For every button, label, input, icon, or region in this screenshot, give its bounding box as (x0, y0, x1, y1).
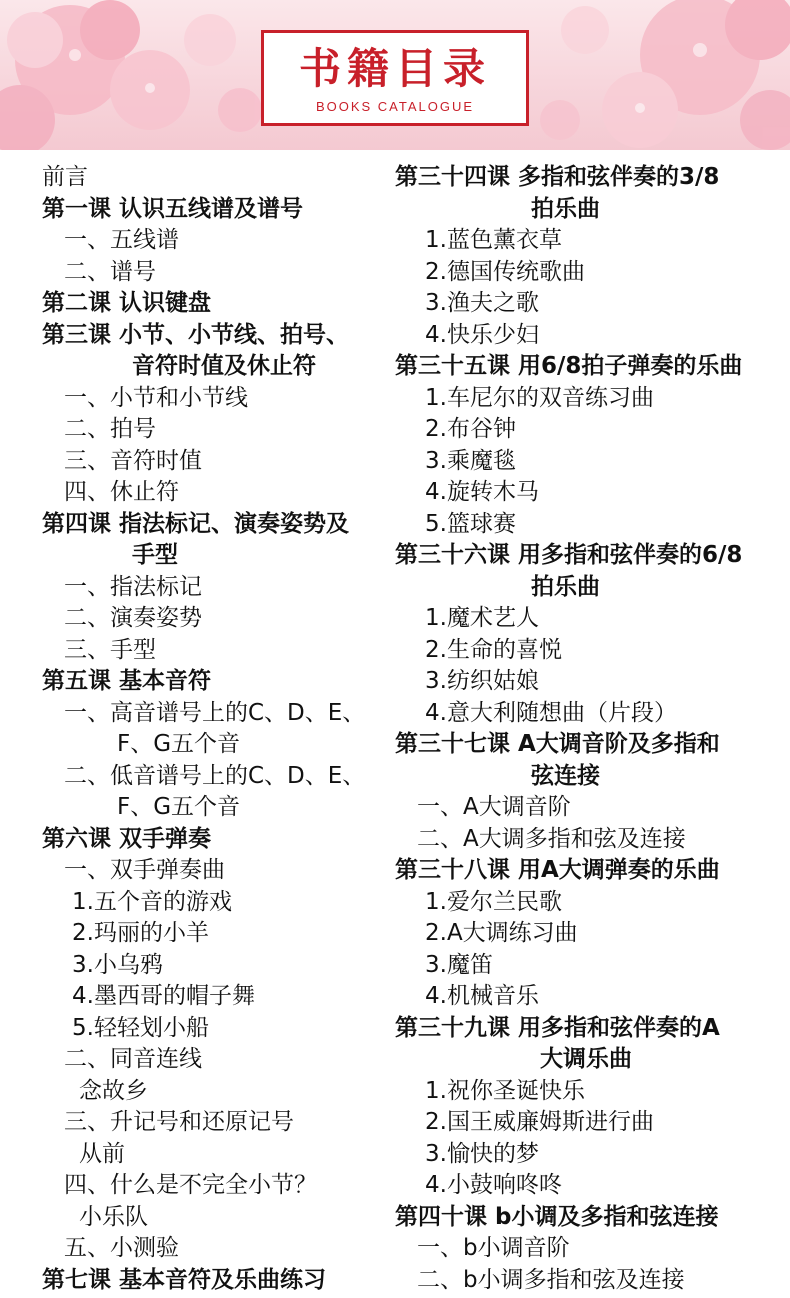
toc-entry-item: 2.布谷钟 (425, 416, 516, 442)
toc-entry-sub: 一、五线谱 (64, 227, 179, 253)
toc-entry-sub: 五、小测验 (64, 1235, 179, 1261)
toc-entry-sub: F、G五个音 (117, 731, 241, 757)
toc-entry-cont: 音符时值及休止符 (132, 353, 316, 379)
toc-entry-cont: 弦连接 (531, 762, 600, 789)
toc-entry-item: 5.轻轻划小船 (72, 1014, 209, 1041)
toc-entry-item: 1.蓝色薰衣草 (425, 227, 562, 253)
toc-entry-sub: 二、A大调多指和弦及连接 (417, 825, 686, 852)
toc-entry-sub: 二、拍号 (64, 416, 156, 442)
toc-entry-item: 3.愉快的梦 (425, 1140, 539, 1167)
toc-entry-lesson: 第三十四课 多指和弦伴奏的3/8 (395, 164, 720, 190)
toc-entry-sub: 一、指法标记 (64, 573, 202, 600)
toc-entry-sub: 四、什么是不完全小节？ (64, 1172, 317, 1198)
toc-entry-sub: 二、谱号 (64, 258, 156, 285)
toc-entry-item: 3.魔笛 (425, 951, 493, 978)
toc-entry-item: 3.渔夫之歌 (425, 290, 539, 316)
toc-entry-cont: 拍乐曲 (531, 195, 600, 222)
toc-entry-sub: 二、b小调多指和弦及连接 (417, 1266, 685, 1293)
toc-entry-item: 2.国王威廉姆斯进行曲 (425, 1109, 654, 1135)
toc-entry-item: 2.A大调练习曲 (425, 920, 578, 946)
toc-entry-item: 1.车尼尔的双音练习曲 (425, 384, 654, 411)
toc-entry-item: 1.五个音的游戏 (72, 888, 232, 915)
toc-entry-sub: 一、高音谱号上的C、D、E、 (64, 699, 366, 726)
toc-left-column (42, 162, 392, 1296)
toc-entry-lesson: 第三课 小节、小节线、拍号、 (42, 321, 350, 348)
toc-entry-item: 2.生命的喜悦 (425, 636, 562, 663)
title-frame (261, 30, 529, 126)
toc-entry-sub: 四、休止符 (64, 479, 179, 505)
toc-entry-lesson: 第三十八课 用A大调弹奏的乐曲 (395, 857, 720, 883)
toc-entry-item: 3.纺织姑娘 (425, 668, 539, 694)
toc-entry-item: 从前 (79, 1140, 125, 1167)
toc-entry-sub: 一、小节和小节线 (64, 384, 248, 411)
toc-entry-lesson: 第二课 认识键盘 (42, 290, 212, 316)
toc-entry-item: 2.玛丽的小羊 (72, 920, 209, 946)
toc-entry-item: 4.机械音乐 (425, 983, 539, 1009)
toc-entry-item: 1.祝你圣诞快乐 (425, 1077, 585, 1104)
toc-right-column (395, 162, 785, 1296)
toc-entry-lesson: 第六课 双手弹奏 (42, 825, 212, 852)
toc-entry-item: 3.小乌鸦 (72, 951, 163, 978)
toc-entry-lesson: 第三十七课 A大调音阶及多指和 (395, 731, 720, 757)
toc-entry-sub: 二、低音谱号上的C、D、E、 (64, 762, 366, 789)
toc-entry-item: 4.快乐少妇 (425, 321, 539, 348)
toc-entry-sub: 三、音符时值 (64, 447, 202, 474)
toc-entry-cont: 拍乐曲 (531, 573, 600, 600)
toc-entry-sub: 一、A大调音阶 (417, 794, 571, 820)
toc-entry-sec: 前言 (42, 164, 88, 190)
toc-entry-sub: 三、升记号和还原记号 (64, 1109, 294, 1135)
toc-entry-lesson: 第七课 基本音符及乐曲练习 (42, 1266, 327, 1293)
toc-entry-sub: 一、双手弹奏曲 (64, 857, 225, 883)
toc-entry-lesson: 第五课 基本音符 (42, 668, 212, 694)
toc-entry-item: 2.德国传统歌曲 (425, 258, 585, 285)
toc-entry-item: 4.小鼓响咚咚 (425, 1172, 562, 1198)
toc-entry-lesson: 第三十九课 用多指和弦伴奏的A (395, 1014, 720, 1041)
toc-entry-cont: 大调乐曲 (540, 1046, 632, 1072)
toc-entry-lesson: 第三十五课 用6/8拍子弹奏的乐曲 (395, 353, 743, 379)
toc-entry-lesson: 第三十六课 用多指和弦伴奏的6/8 (395, 542, 743, 568)
toc-entry-cont: 手型 (132, 542, 178, 568)
toc-entry-item: 4.墨西哥的帽子舞 (72, 983, 255, 1009)
toc-entry-sub: 二、演奏姿势 (64, 605, 202, 631)
toc-entry-item: 3.乘魔毯 (425, 447, 516, 474)
toc-entry-lesson: 第四课 指法标记、演奏姿势及 (42, 510, 350, 537)
toc-entry-item: 5.篮球赛 (425, 510, 516, 537)
toc-entry-item: 念故乡 (79, 1077, 148, 1104)
page-title: 书籍目录 (298, 44, 491, 93)
toc-entry-lesson: 第一课 认识五线谱及谱号 (42, 195, 304, 222)
toc-entry-sub: F、G五个音 (117, 794, 241, 820)
toc-entry-item: 4.意大利随想曲（片段） (425, 699, 677, 726)
page-subtitle: BOOKS CATALOGUE (315, 99, 475, 114)
toc-entry-item: 小乐队 (79, 1203, 148, 1230)
toc-entry-item: 1.爱尔兰民歌 (425, 888, 562, 915)
toc-entry-sub: 一、b小调音阶 (417, 1235, 570, 1261)
toc-entry-sub: 三、手型 (64, 636, 156, 663)
header-banner (0, 0, 790, 150)
toc-entry-sub: 二、同音连线 (64, 1046, 202, 1072)
toc-entry-item: 1.魔术艺人 (425, 605, 539, 631)
toc-entry-lesson: 第四十课 b小调及多指和弦连接 (395, 1203, 719, 1230)
toc-entry-item: 4.旋转木马 (425, 479, 539, 505)
